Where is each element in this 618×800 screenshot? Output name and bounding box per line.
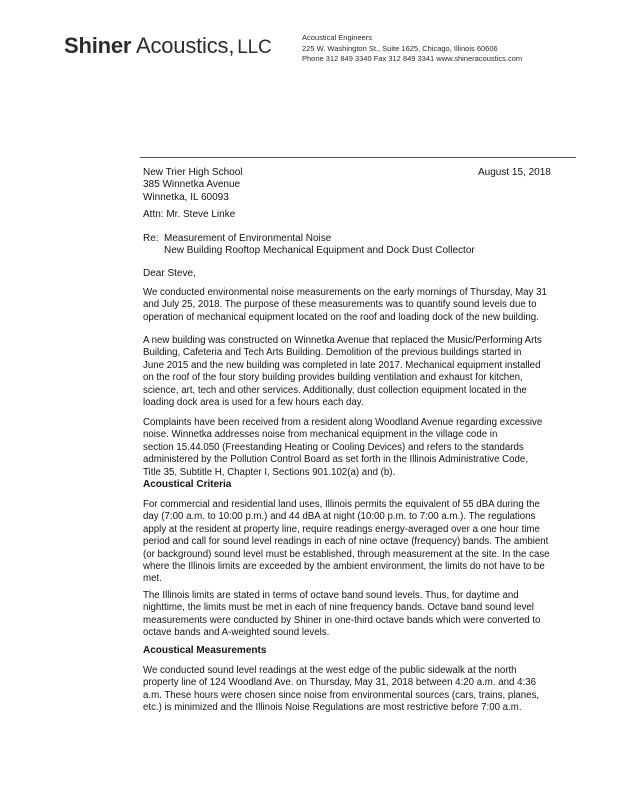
paragraph-line: (or background) sound level must be established, through measurement at the site. In the case (143, 548, 550, 560)
paragraph-line: day (7:00 a.m. to 10:00 p.m.) and 44 dBA at night (10:00 p.m. to 7:00 a.m.). The regulations (143, 511, 536, 523)
paragraph-line: Title 35, Subtitle H, Chapter I, Sections 901.102(a) and (b). (143, 466, 396, 478)
re-subject-line: Measurement of Environmental Noise (164, 233, 332, 244)
paragraph-line: operation of mechanical equipment located on the roof and loading dock of the new building. (143, 311, 539, 323)
body-paragraph (143, 499, 563, 586)
paragraph-line: octave bands and A-weighted sound levels. (143, 627, 330, 639)
paragraph-line: science, art, tech and other services. Additionally, dust collection equipment located in the (143, 384, 527, 396)
paragraph-line: We conducted environmental noise measurements on the early mornings of Thursday, May 31 (143, 287, 547, 298)
recipient-line: 385 Winnetka Avenue (143, 179, 241, 191)
paragraph-line: nighttime, the limits must be met in each of nine frequency bands. Octave band sound level (143, 602, 534, 614)
paragraph-line: where the Illinois limits are exceeded by the ambient environment, the limits do not have to be (143, 561, 545, 573)
recipient-line: Winnetka, IL 60093 (143, 191, 229, 203)
paragraph-line: administered by the Pollution Control Board as set forth in the Illinois Administrative Code, (143, 454, 529, 466)
re-subject (164, 233, 475, 258)
paragraph-line: June 2015 and the new building was completed in late 2017. Mechanical equipment installed (143, 359, 541, 371)
paragraph-line: Building, Cafeteria and Tech Arts Building. Demolition of the previous buildings started in (143, 347, 522, 359)
section-heading: Acoustical Measurements (143, 645, 267, 656)
recipient-address (143, 167, 242, 204)
body-paragraph (143, 287, 563, 324)
body-paragraph (143, 590, 563, 640)
paragraph-line: Complaints have been received from a resident along Woodland Avenue regarding excessive (143, 417, 543, 428)
body-paragraph (143, 417, 563, 479)
re-label: Re: (143, 233, 159, 244)
body-paragraph (143, 665, 563, 715)
paragraph-line: a.m. These hours were chosen since noise from environmental sources (cars, trains, planes, (143, 689, 540, 701)
salutation: Dear Steve, (143, 268, 196, 279)
company-name-rest: Acoustics, (135, 33, 235, 58)
header-divider (140, 157, 576, 158)
paragraph-line: noise. Winnetka addresses noise from mechanical equipment in the village code in (143, 429, 498, 441)
paragraph-line: loading dock area is used for a few hours each day. (143, 397, 364, 409)
company-tagline: Acoustical Engineers (302, 33, 373, 42)
paragraph-line: The Illinois limits are stated in terms of octave band sound levels. Thus, for daytime and (143, 590, 519, 601)
attention-line: Attn: Mr. Steve Linke (143, 209, 236, 220)
letter-date: August 15, 2018 (478, 167, 551, 178)
paragraph-line: met. (143, 573, 162, 585)
paragraph-line: property line of 124 Woodland Ave. on Thursday, May 31, 2018 between 4:20 a.m. and 4:36 (143, 677, 536, 689)
paragraph-line: on the roof of the four story building provides building ventilation and exhaust for kitchen, (143, 372, 523, 384)
paragraph-line: etc.) is minimized and the Illinois Noise Regulations are most restrictive before 7:00 a.m. (143, 702, 522, 714)
recipient-line: New Trier High School (143, 167, 243, 178)
company-name-bold: Shiner (64, 33, 132, 58)
paragraph-line: measurements were conducted by Shiner in one-third octave bands which were converted to (143, 614, 541, 626)
paragraph-line: We conducted sound level readings at the west edge of the public sidewalk at the north (143, 665, 517, 676)
company-contact: Phone 312 849 3340 Fax 312 849 3341 www.shineracoustics.com (302, 54, 523, 63)
letterhead-info (302, 33, 522, 65)
paragraph-line: period and call for sound level readings in each of nine octave (frequency) bands. The ambient (143, 536, 549, 548)
paragraph-line: and July 25, 2018. The purpose of these measurements was to quantify sound levels due to (143, 299, 537, 311)
company-address: 225 W. Washington St., Suite 1625, Chicago, Illinois 60606 (302, 43, 498, 53)
paragraph-line: apply at the resident at property line, require readings energy-averaged over a one hour time (143, 523, 540, 535)
section-heading: Acoustical Criteria (143, 479, 232, 490)
re-subject-line: New Building Rooftop Mechanical Equipment and Dock Dust Collector (164, 245, 475, 257)
company-name-suffix: LLC (237, 37, 272, 58)
company-logo (64, 33, 272, 59)
paragraph-line: A new building was constructed on Winnetka Avenue that replaced the Music/Performing Arts (143, 335, 542, 346)
paragraph-line: For commercial and residential land uses, Illinois permits the equivalent of 55 dBA during the (143, 499, 540, 510)
paragraph-line: section 15.44.050 (Freestanding Heating or Cooling Devices) and refers to the standards (143, 441, 524, 453)
body-paragraph (143, 335, 563, 409)
